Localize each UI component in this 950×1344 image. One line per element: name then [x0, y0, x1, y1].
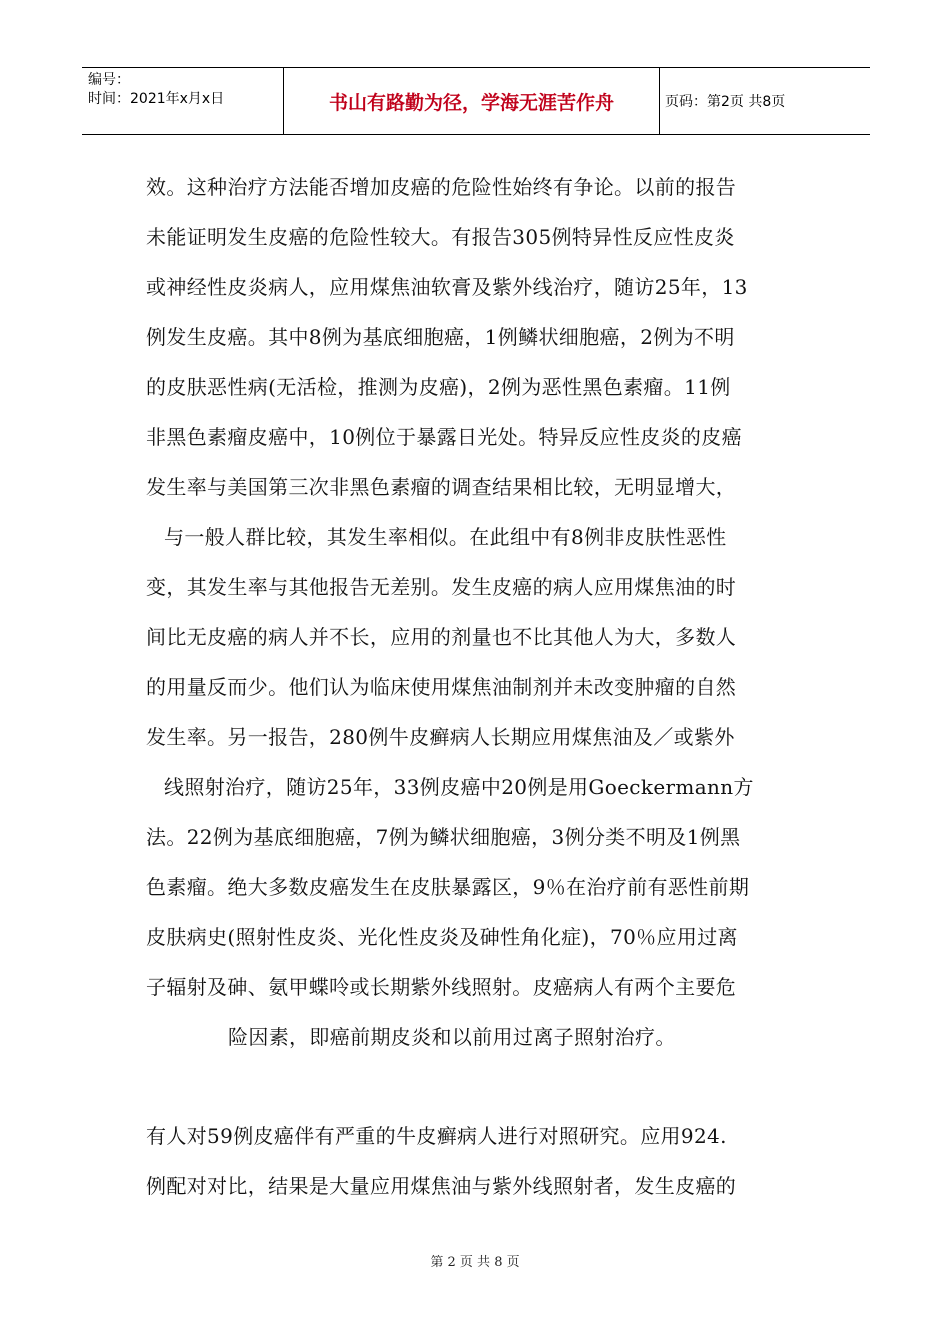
paragraph-line: 或神经性皮炎病人，应用煤焦油软膏及紫外线治疗，随访25年，13 [146, 275, 748, 299]
paragraph-line: 未能证明发生皮癌的危险性较大。有报告305例特异性反应性皮炎 [146, 225, 735, 249]
paragraph-line: 有人对59例皮癌伴有严重的牛皮癣病人进行对照研究。应用924. [146, 1124, 727, 1148]
paragraph-line: 例发生皮癌。其中8例为基底细胞癌，1例鳞状细胞癌，2例为不明 [146, 325, 735, 349]
header-motto: 书山有路勤为径，学海无涯苦作舟 [328, 91, 614, 114]
paragraph-line: 色素瘤。绝大多数皮癌发生在皮肤暴露区，9％在治疗前有恶性前期 [146, 875, 750, 899]
paragraph-line: 法。22例为基底细胞癌，7例为鳞状细胞癌，3例分类不明及1例黑 [146, 825, 741, 849]
date-label: 时间：2021年x月x日 [88, 91, 225, 107]
paragraph-line: 非黑色素瘤皮癌中，10例位于暴露日光处。特异反应性皮炎的皮癌 [146, 425, 742, 449]
paragraph-line: 变，其发生率与其他报告无差别。发生皮癌的病人应用煤焦油的时 [146, 575, 737, 599]
paragraph-line: 线照射治疗，随访25年，33例皮癌中20例是用Goeckermann方 [164, 775, 754, 799]
paragraph-line: 例配对对比，结果是大量应用煤焦油与紫外线照射者，发生皮癌的 [146, 1174, 737, 1198]
paragraph-line: 的用量反而少。他们认为临床使用煤焦油制剂并未改变肿瘤的自然 [146, 675, 737, 699]
paragraph-line: 与一般人群比较，其发生率相似。在此组中有8例非皮肤性恶性 [164, 525, 727, 549]
header-meta [88, 71, 224, 109]
paragraph-line: 险因素，即癌前期皮炎和以前用过离子照射治疗。 [228, 1025, 676, 1049]
paragraph-line: 的皮肤恶性病(无活检，推测为皮癌)，2例为恶性黑色素瘤。11例 [146, 375, 731, 399]
paragraph-line: 皮肤病史(照射性皮炎、光化性皮炎及砷性角化症)，70％应用过离 [146, 925, 738, 949]
paragraph-line: 发生率与美国第三次非黑色素瘤的调查结果相比较，无明显增大， [146, 475, 737, 499]
header-page-label: 页码：第2页 共8页 [665, 94, 786, 110]
paragraph-line: 发生率。另一报告，280例牛皮癣病人长期应用煤焦油及／或紫外 [146, 725, 735, 749]
page-header [82, 67, 870, 135]
paragraph-line: 间比无皮癌的病人并不长，应用的剂量也不比其他人为大，多数人 [146, 625, 737, 649]
paragraph-line: 效。这种治疗方法能否增加皮癌的危险性始终有争论。以前的报告 [146, 175, 737, 199]
page-footer: 第 2 页 共 8 页 [430, 1255, 520, 1270]
paragraph-line: 子辐射及砷、氨甲蝶呤或长期紫外线照射。皮癌病人有两个主要危 [146, 975, 737, 999]
number-label: 编号： [88, 72, 130, 88]
